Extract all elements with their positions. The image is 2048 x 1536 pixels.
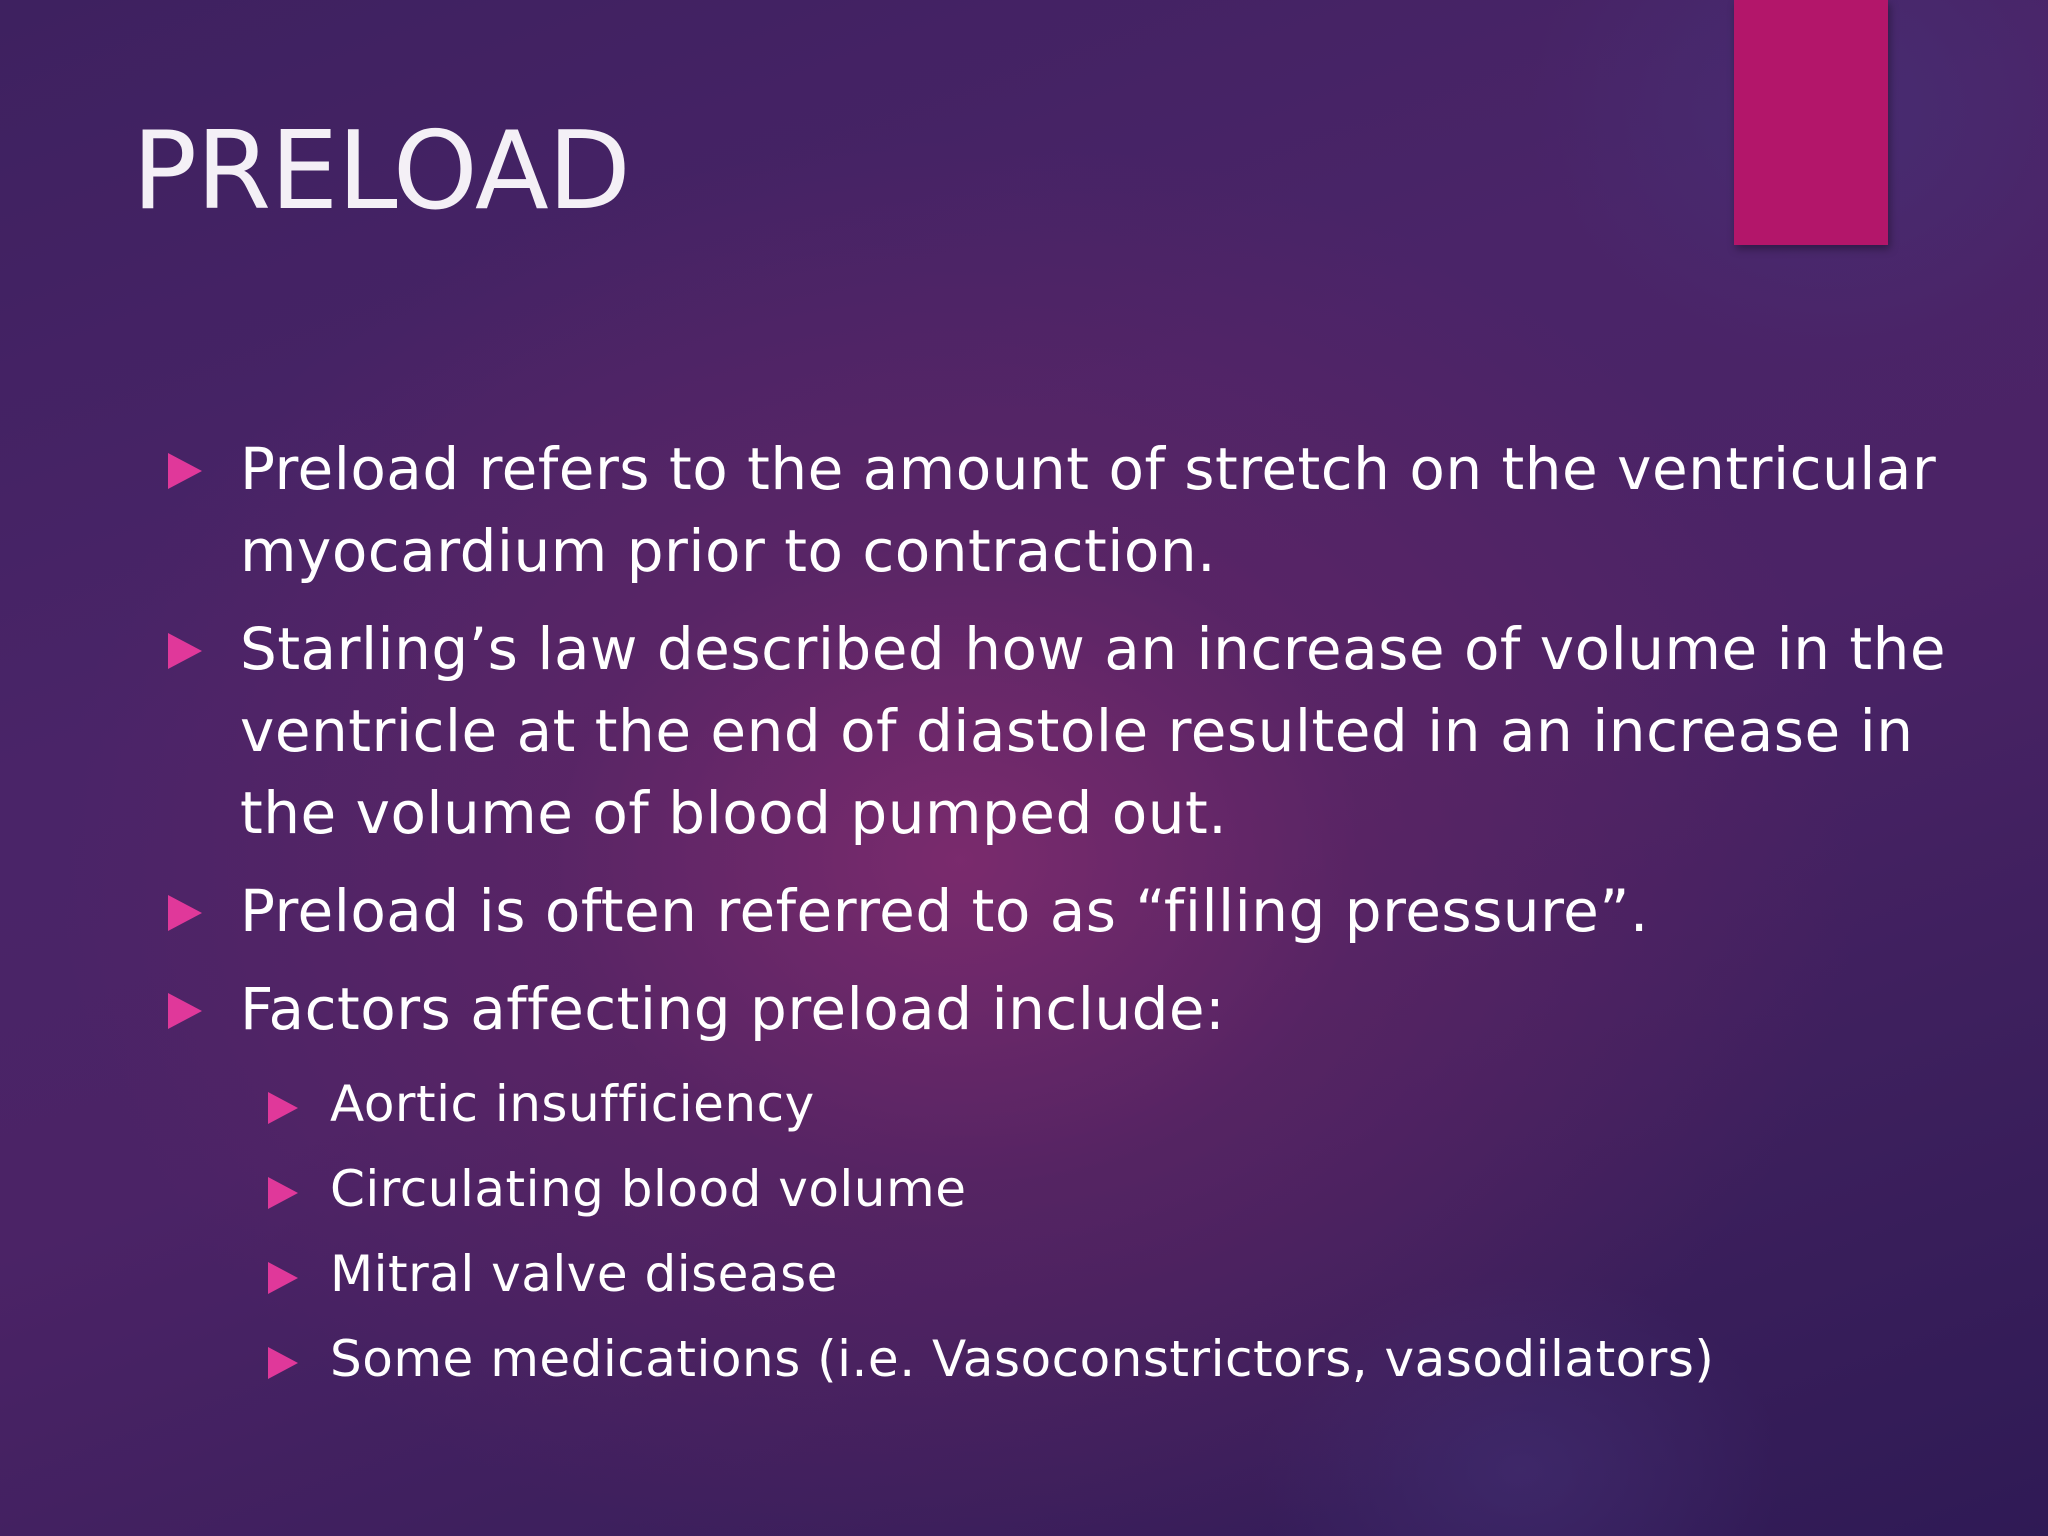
triangle-bullet-icon	[268, 1262, 298, 1294]
bullet-text: Preload is often referred to as “filling pressure”.	[240, 877, 1649, 945]
bullet-list	[160, 428, 1980, 1402]
bullet-text: Factors affecting preload include:	[240, 975, 1226, 1043]
sub-bullet-item	[160, 1147, 1980, 1232]
bullet-item	[160, 968, 1980, 1050]
bullet-text: Preload refers to the amount of stretch on the ventricular myocardium prior to contraction.	[240, 435, 1937, 585]
sub-bullet-item	[160, 1232, 1980, 1317]
triangle-bullet-icon	[268, 1177, 298, 1209]
sub-bullet-text: Mitral valve disease	[330, 1245, 838, 1303]
triangle-bullet-icon	[268, 1347, 298, 1379]
sub-bullet-text: Aortic insufficiency	[330, 1075, 815, 1133]
bullet-item	[160, 608, 1980, 854]
sub-bullet-text: Circulating blood volume	[330, 1160, 967, 1218]
slide-title: PRELOAD	[132, 109, 630, 234]
bullet-item	[160, 870, 1980, 952]
sub-bullet-item	[160, 1062, 1980, 1147]
triangle-bullet-icon	[268, 1092, 298, 1124]
sub-bullet-item	[160, 1317, 1980, 1402]
bullet-text: Starling’s law described how an increase of volume in the ventricle at the end of diastole resulted in an increase in the volume of blood pumped out.	[240, 615, 1947, 847]
sub-bullet-list	[160, 1062, 1980, 1402]
accent-bar	[1734, 0, 1888, 245]
triangle-bullet-icon	[168, 633, 202, 669]
bullet-item	[160, 428, 1980, 592]
triangle-bullet-icon	[168, 453, 202, 489]
sub-bullet-text: Some medications (i.e. Vasoconstrictors, vasodilators)	[330, 1330, 1715, 1388]
triangle-bullet-icon	[168, 895, 202, 931]
triangle-bullet-icon	[168, 993, 202, 1029]
